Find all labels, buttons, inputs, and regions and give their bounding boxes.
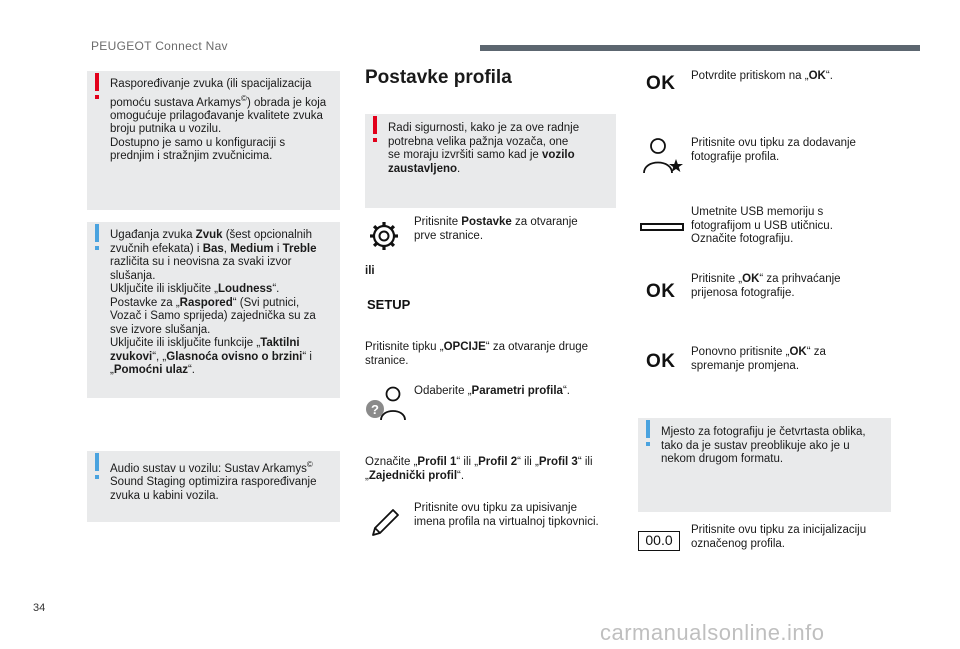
section-title: Postavke profila	[365, 67, 512, 88]
setup-button-label: SETUP	[367, 297, 411, 312]
note-text: Mjesto za fotografiju je četvrtasta oblika, tako da je sustav preoblikuje ako je u nekom drugom formatu.	[661, 426, 866, 465]
info-mark-icon	[646, 420, 650, 438]
step-select-profile-params: Odaberite „Parametri profila“.	[414, 385, 570, 397]
ok-button-label: OK	[646, 281, 676, 302]
reset-button-label: 00.0	[638, 531, 680, 551]
header-title: PEUGEOT Connect Nav	[91, 39, 228, 53]
header-bar	[480, 45, 920, 51]
step-accept-transfer: Pritisnite „OK“ za prihvaćanje prijenosa fotografije.	[691, 273, 841, 299]
step-select-profile: Označite „Profil 1“ ili „Profil 2“ ili „Profil 3“ ili „Zajednički profil“.	[365, 456, 593, 482]
note-text: Audio sustav u vozilu: Sustav Arkamys© Sound Staging optimizira raspoređivanje zvuka u kabini vozila.	[110, 460, 317, 502]
watermark: carmanualsonline.info	[600, 620, 825, 645]
step-insert-usb: Umetnite USB memoriju s fotografijom u USB utičnicu. Označite fotografiju.	[691, 206, 833, 245]
ok-button-label: OK	[646, 351, 676, 372]
usb-icon	[640, 223, 684, 231]
ok-button-label: OK	[646, 73, 676, 94]
warning-mark-icon	[95, 73, 99, 91]
step-add-photo: Pritisnite ovu tipku za dodavanje fotografije profila.	[691, 137, 856, 163]
add-user-photo-icon	[640, 135, 686, 177]
page-number: 34	[33, 602, 46, 614]
step-open-settings: Pritisnite Postavke za otvaranje prve stranice.	[414, 216, 578, 242]
step-init-profile: Pritisnite ovu tipku za inicijalizaciju označenog profila.	[691, 524, 867, 550]
note-text: Radi sigurnosti, kako je za ove radnje potrebna velika pažnja vozača, one se moraju izvršiti samo kad je vozilo zaustavljeno.	[388, 122, 580, 175]
gear-icon	[367, 219, 401, 253]
pencil-icon	[367, 505, 403, 541]
info-note-photo-format	[638, 418, 891, 512]
info-mark-icon	[95, 224, 99, 242]
step-confirm-ok: Potvrdite pritiskom na „OK“.	[691, 70, 833, 82]
warning-note-safety	[365, 114, 616, 208]
step-enter-name: Pritisnite ovu tipku za upisivanje imena profila na virtualnoj tipkovnici.	[414, 502, 599, 528]
step-save-changes: Ponovno pritisnite „OK“ za spremanje promjena.	[691, 346, 826, 372]
svg-text:?: ?	[371, 402, 379, 417]
help-profile-icon	[363, 384, 409, 424]
warning-mark-icon	[373, 116, 377, 134]
note-text: Ugađanja zvuka Zvuk (šest opcionalnih zvučnih efekata) i Bas, Medium i Treble različita su i neovisna za svaki izvor slušanja. Uključite ili isključite „Loudness“. Postavke za „Raspored“ (Svi putnici, Vozač i Samo sprijeda) zajednička su za sve izvore slušanja. Uključite ili isključite funkcije „Taktilni zvukovi“, „Glasnoća ovisno o brzini“ i „Pomoćni ulaz“.	[110, 229, 317, 376]
info-note-arkamys	[87, 451, 340, 522]
info-note-sound-settings	[87, 222, 340, 398]
warning-note-sound-spatialization	[87, 71, 340, 210]
step-options: Pritisnite tipku „OPCIJE“ za otvaranje druge stranice.	[365, 341, 589, 367]
note-text: Raspoređivanje zvuka (ili spacijalizacija pomoću sustava Arkamys©) obrada je koja omogućuje prilagođavanje kvalitete zvuka broju putnika u vozilu. Dostupno je samo u konfiguraciji s prednjim i stražnjim zvučnicima.	[110, 78, 327, 163]
info-mark-icon	[95, 453, 99, 471]
or-label: ili	[365, 265, 375, 277]
